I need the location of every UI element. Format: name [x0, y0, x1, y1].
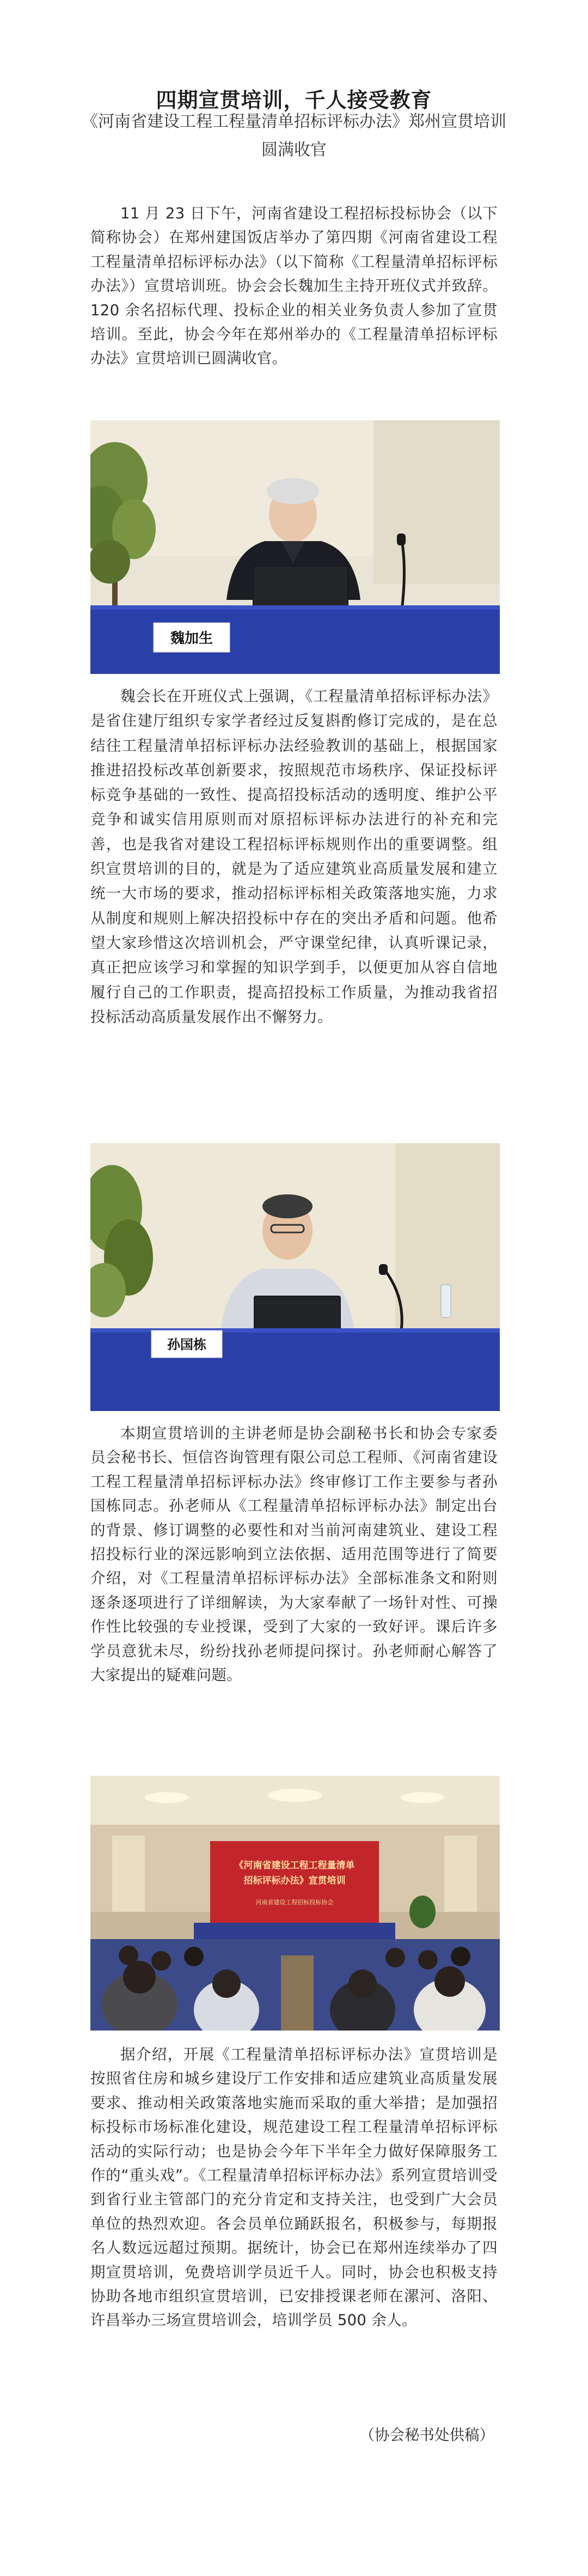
nameplate-1	[154, 623, 230, 652]
article-signoff: （协会秘书处供稿）	[359, 2426, 494, 2444]
audience	[90, 1939, 500, 2031]
nameplate-2-text: 孙国栋	[167, 1336, 206, 1352]
banner-line-1: 《河南省建设工程工程量清单	[234, 1860, 355, 1871]
article-title: 四期宣贯培训，千人接受教育	[156, 88, 432, 113]
photo-chairman-speech	[90, 420, 500, 674]
article-subtitle: 《河南省建设工程工程量清单招标评标办法》郑州宣贯培训圆满收官	[82, 112, 506, 160]
photo-lecturer	[90, 1143, 500, 1411]
photo-conference-hall	[90, 1776, 500, 2031]
banner-line-2: 招标评标办法》宣贯培训	[243, 1875, 346, 1886]
nameplate-2	[151, 1330, 222, 1358]
banner-organizer: 河南省建设工程招标投标协会	[255, 1899, 334, 1906]
nameplate-1-text: 魏加生	[170, 630, 213, 647]
event-banner	[210, 1841, 379, 1923]
paragraph-1: 11 月 23 日下午，河南省建设工程招标投标协会（以下简称协会）在郑州建国饭店举办了第四期《河南省建设工程工程量清单招标评标办法》（以下简称《工程量清单招标评标办法》）宣贯培训班。协会会长魏加生主持开班仪式并致辞。120 余名招标代理、投标企业的相关业务负责人参加了宣贯培训。至此，协会今年在郑州举办的《工程量清单招标评标办法》宣贯培训已圆满收官。	[90, 205, 498, 367]
paragraph-4: 据介绍，开展《工程量清单招标评标办法》宣贯培训是按照省住房和城乡建设厅工作安排和适应建筑业高质量发展要求、推动相关政策落地实施而采取的重大举措；是加强招标投标市场标准化建设，规范建设工程工程量清单招标评标活动的实际行动；也是协会今年下半年全力做好保障服务工作的“重头戏”。《工程量清单招标评标办法》系列宣贯培训受到省行业主管部门的充分肯定和支持关注，也受到广大会员单位的热烈欢迎。各会员单位踊跃报名，积极参与，每期报名人数远远超过预期。据统计，协会已在郑州连续举办了四期宣贯培训，免费培训学员近千人。同时，协会也积极支持协助各地市组织宣贯培训，已安排授课老师在漯河、洛阳、许昌举办三场宣贯培训会，培训学员 500 余人。	[90, 2046, 498, 2329]
paragraph-2: 魏会长在开班仪式上强调，《工程量清单招标评标办法》是省住建厅组织专家学者经过反复斟酌修订完成的，是在总结往工程量清单招标评标办法经验教训的基础上，根据国家推进招投标改革创新要求，按照规范市场秩序、保证投标评标竞争基础的一致性、提高招投标活动的透明度、维护公平竞争和诚实信用原则而对原招标评标办法进行的补充和完善，也是我省对建设工程招标评标规则作出的重要调整。组织宣贯培训的目的，就是为了适应建筑业高质量发展和建立统一大市场的要求，推动招标评标相关政策落地实施，力求从制度和规则上解决招投标中存在的突出矛盾和问题。他希望大家珍惜这次培训机会，严守课堂纪律，认真听课记录，真正把应该学习和掌握的知识学到手，以便更加从容自信地履行自己的工作职责，提高招投标工作质量，为推动我省招投标活动高质量发展作出不懈努力。	[90, 688, 498, 1026]
paragraph-3: 本期宣贯培训的主讲老师是协会副秘书长和协会专家委员会秘书长、恒信咨询管理有限公司总工程师、《河南省建设工程工程量清单招标评标办法》终审修订工作主要参与者孙国栋同志。孙老师从《工程量清单招标评标办法》制定出台的背景、修订调整的必要性和对当前河南建筑业、建设工程招投标行业的深远影响到立法依据、适用范围等进行了简要介绍，对《工程量清单招标评标办法》全部标准条文和附则逐条逐项进行了详细解读，为大家奉献了一场针对性、可操作性比较强的专业授课，受到了大家的一致好评。课后许多学员意犹未尽，纷纷找孙老师提问探讨。孙老师耐心解答了大家提出的疑难问题。	[90, 1425, 498, 1684]
